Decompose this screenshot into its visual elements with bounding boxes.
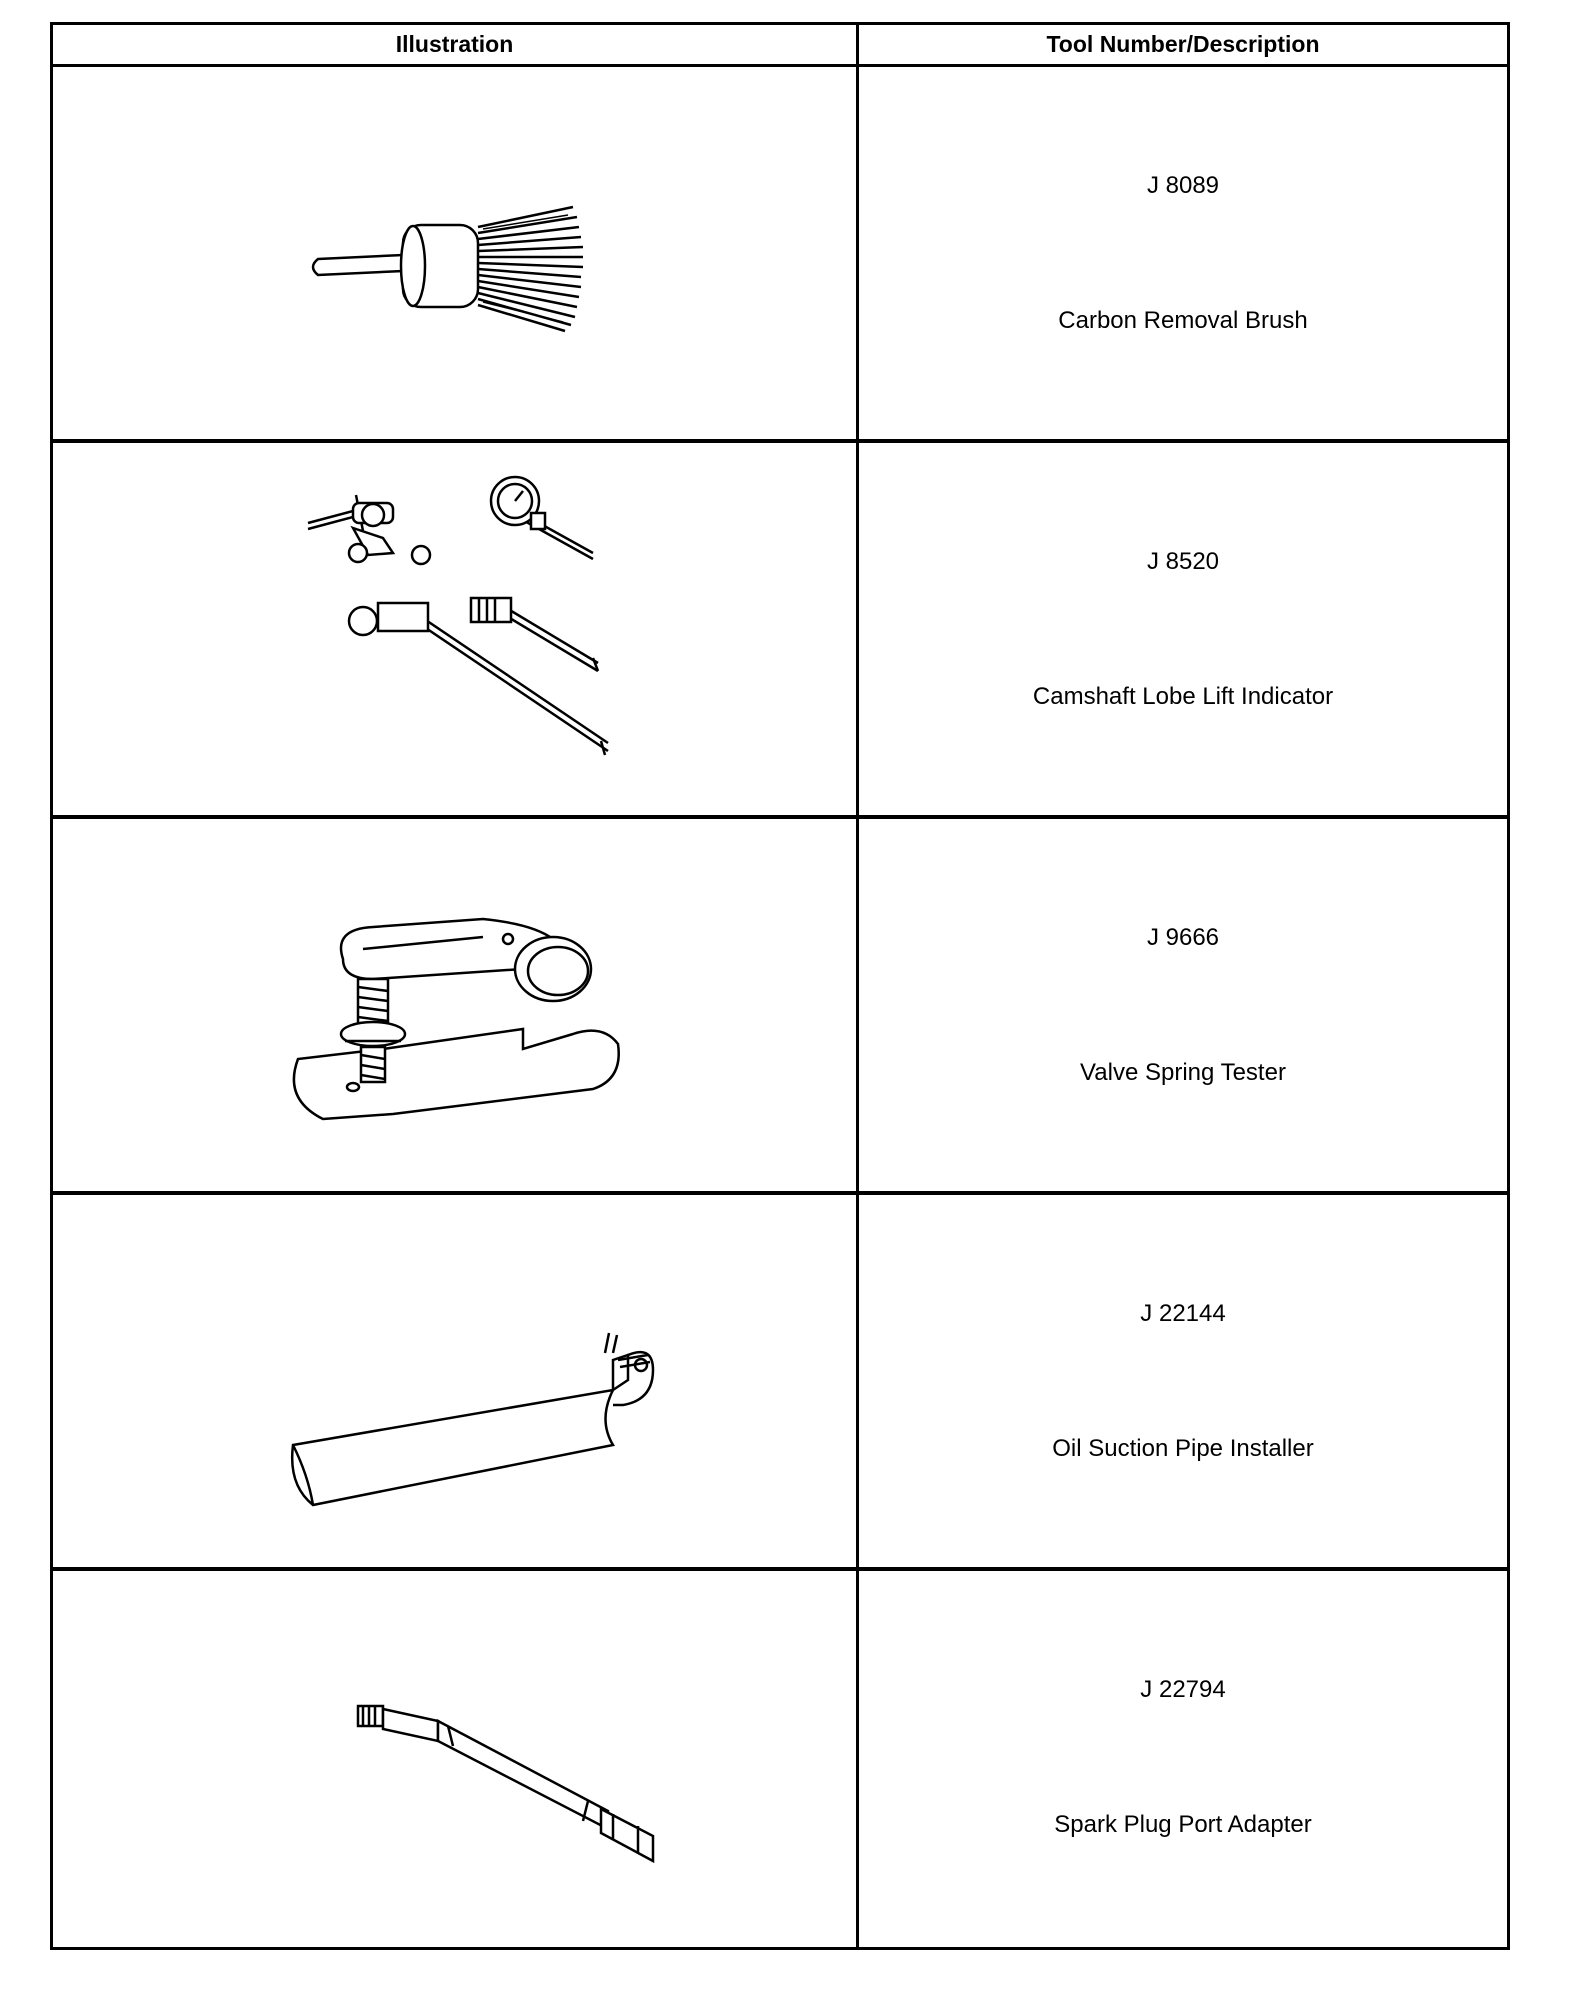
description-cell — [859, 67, 1507, 439]
table-row — [53, 443, 1507, 819]
tool-number: J 9666 — [1146, 924, 1220, 951]
table-row — [53, 67, 1507, 443]
header-tool-number-description: Tool Number/Description — [1046, 31, 1320, 57]
description-cell — [859, 819, 1507, 1191]
description-cell — [859, 1195, 1507, 1567]
description-cell — [859, 1571, 1507, 1947]
header-illustration: Illustration — [395, 31, 514, 57]
tool-description: Carbon Removal Brush — [1058, 307, 1308, 334]
table-header-row — [53, 25, 1507, 67]
tool-number: J 22144 — [1140, 1300, 1226, 1327]
tool-description: Valve Spring Tester — [1080, 1059, 1286, 1086]
camshaft-lobe-lift-indicator-icon — [53, 443, 856, 815]
tool-description: Camshaft Lobe Lift Indicator — [1032, 683, 1334, 710]
valve-spring-tester-icon — [53, 819, 856, 1191]
table-row — [53, 1195, 1507, 1571]
tool-number: J 8520 — [1146, 548, 1220, 575]
illustration-cell — [53, 443, 856, 815]
illustration-cell — [53, 819, 856, 1191]
illustration-cell — [53, 67, 856, 439]
special-tools-table — [50, 22, 1510, 1950]
tool-description: Oil Suction Pipe Installer — [1052, 1435, 1314, 1462]
tool-number: J 22794 — [1140, 1676, 1226, 1703]
description-cell — [859, 443, 1507, 815]
spark-plug-port-adapter-icon — [53, 1571, 856, 1947]
tool-description: Spark Plug Port Adapter — [1054, 1811, 1312, 1838]
tool-number: J 8089 — [1146, 172, 1220, 199]
illustration-cell — [53, 1195, 856, 1567]
illustration-cell — [53, 1571, 856, 1947]
carbon-removal-brush-icon — [53, 67, 856, 439]
table-row — [53, 819, 1507, 1195]
table-row — [53, 1571, 1507, 1947]
oil-suction-pipe-installer-icon — [53, 1195, 856, 1567]
